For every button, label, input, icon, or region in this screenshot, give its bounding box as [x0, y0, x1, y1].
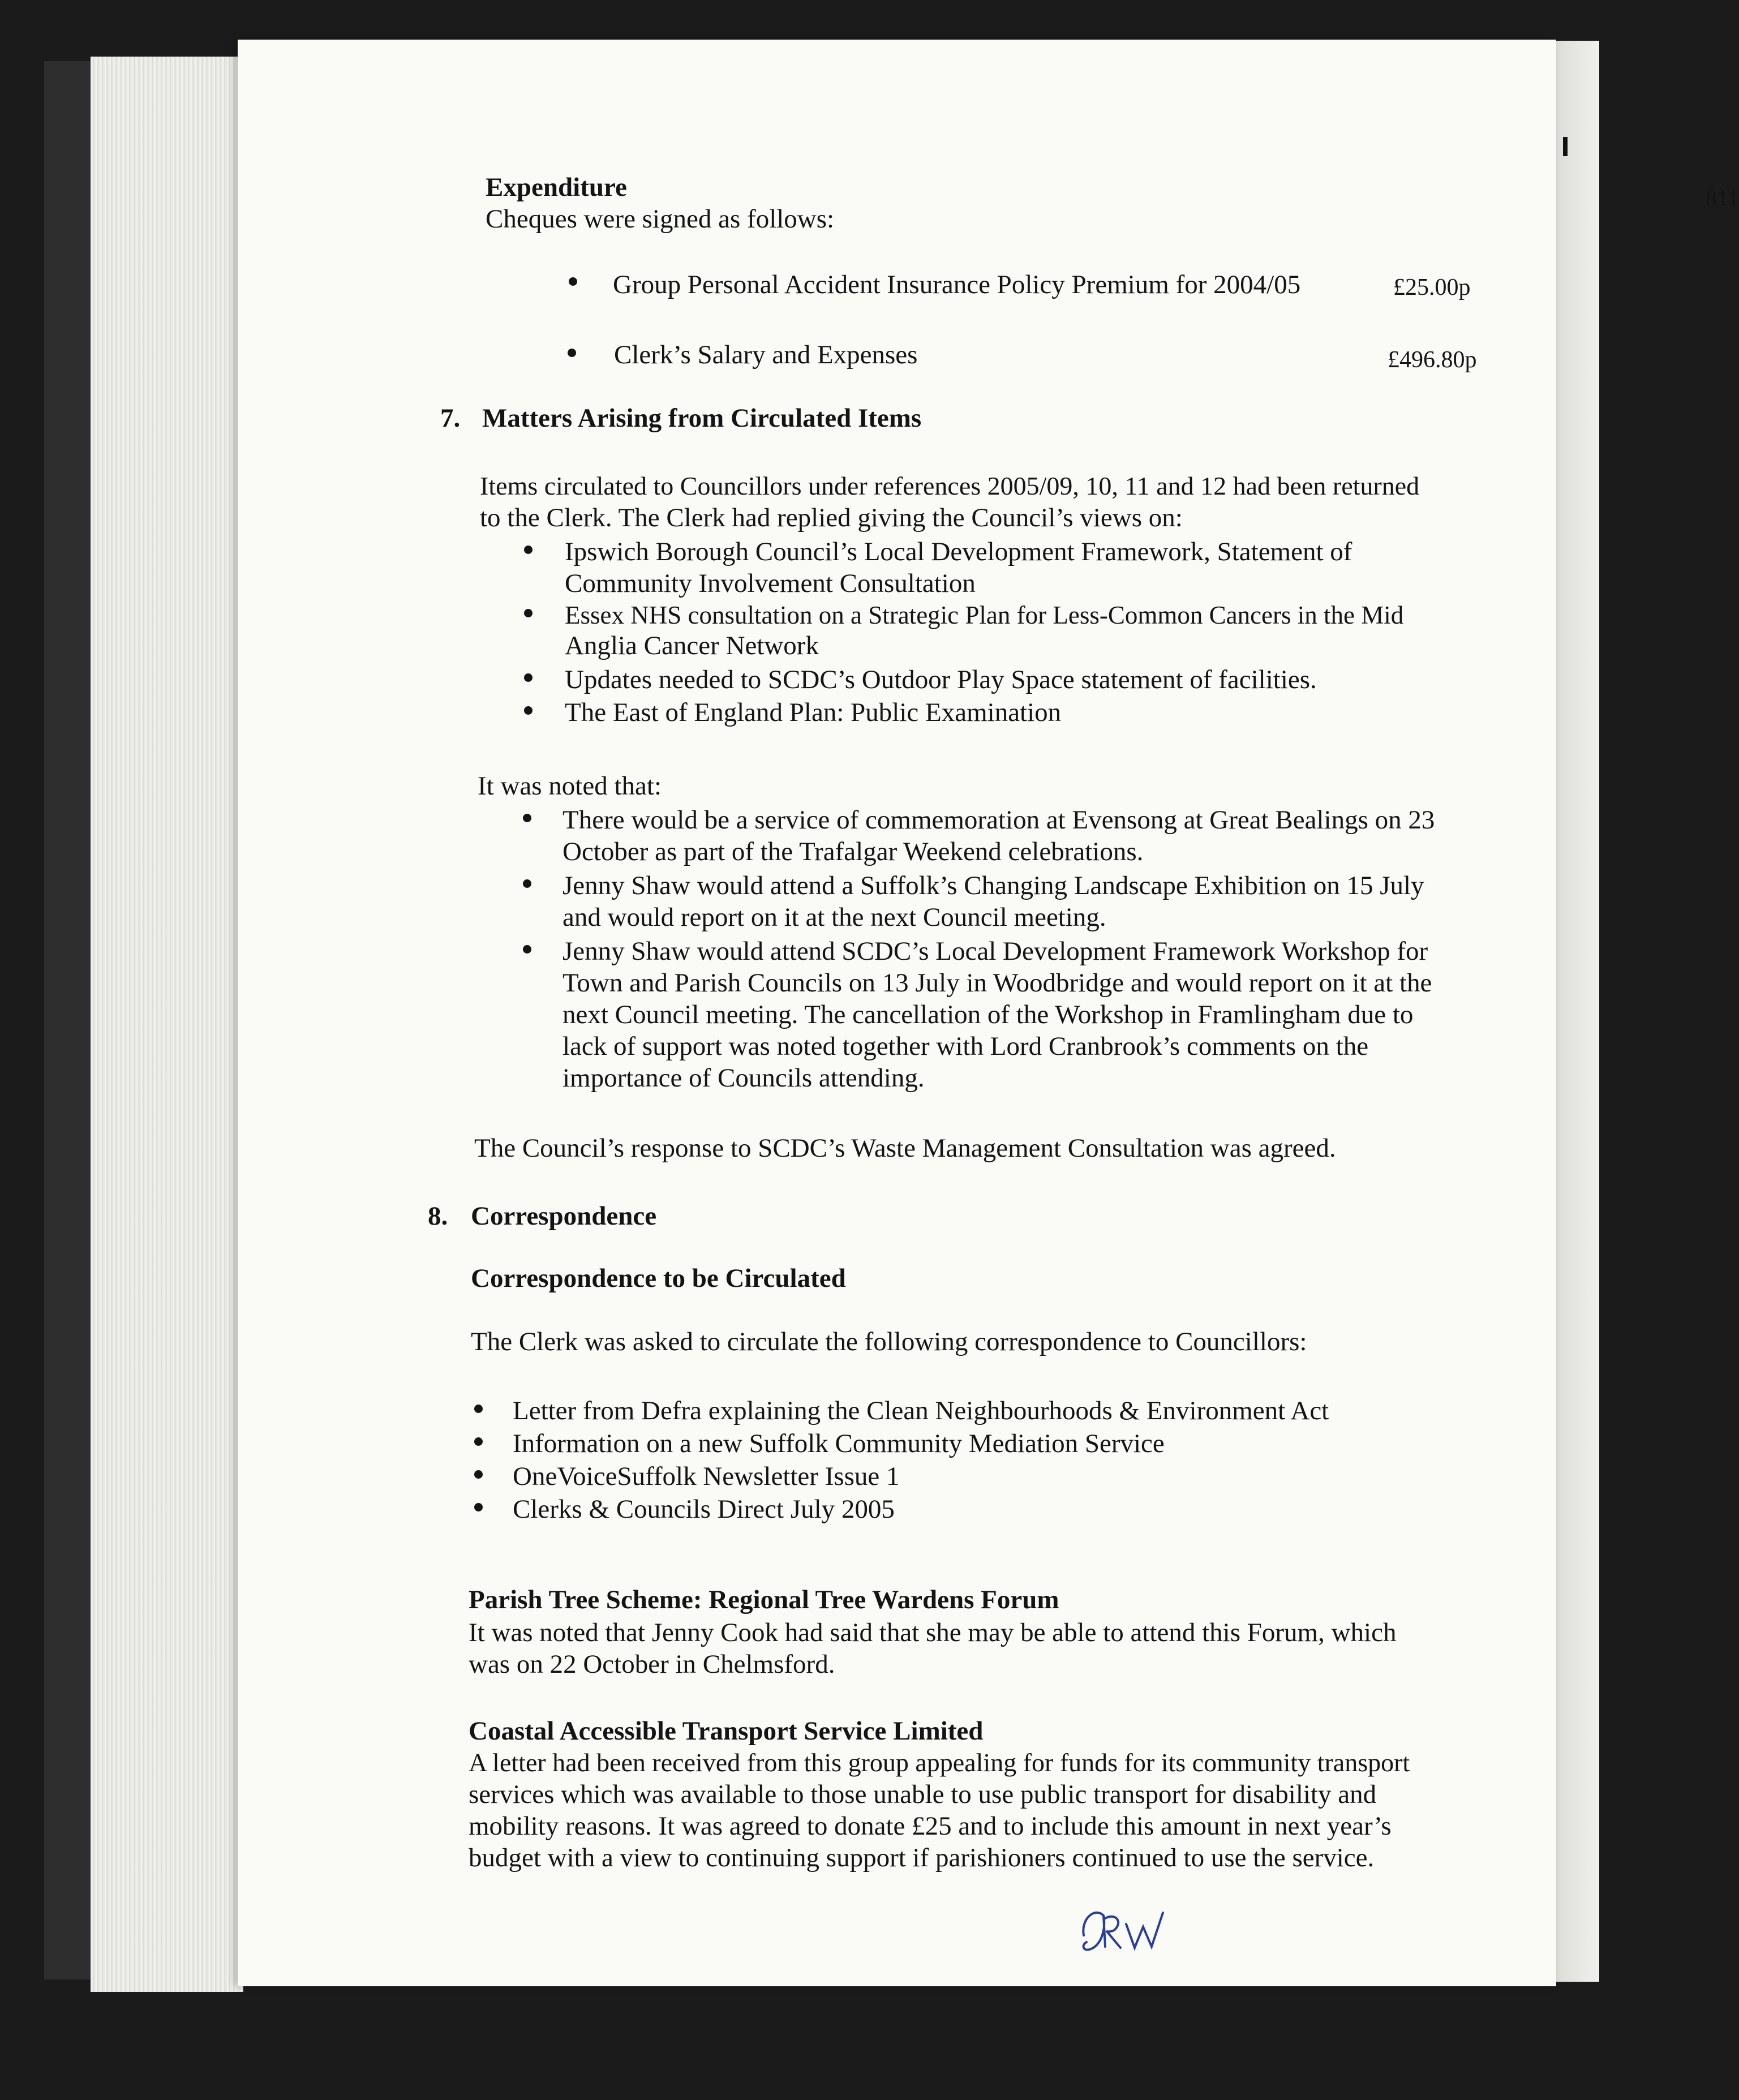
- circulated-item: Letter from Defra explaining the Clean Neighbourhoods & Environment Act: [513, 1396, 1329, 1425]
- view-item: Essex NHS consultation on a Strategic Plan for Less-Common Cancers in the Mid: [565, 601, 1404, 629]
- handwritten-initials: [1072, 1896, 1180, 1964]
- circulated-heading: Correspondence to be Circulated: [471, 1264, 846, 1293]
- expenditure-heading: Expenditure: [486, 173, 627, 202]
- circulated-item: Information on a new Suffolk Community Mediation Service: [513, 1429, 1165, 1458]
- section-7-heading: Matters Arising from Circulated Items: [482, 403, 922, 433]
- expenditure-item-label: Group Personal Accident Insurance Policy Premium for 2004/05: [613, 270, 1301, 299]
- noted-item: Jenny Shaw would attend a Suffolk’s Changing Landscape Exhibition on 15 July: [563, 871, 1424, 900]
- view-item: Anglia Cancer Network: [565, 631, 819, 660]
- bullet: [474, 1470, 483, 1479]
- noted-item: next Council meeting. The cancellation of the Workshop in Framlingham due to: [563, 1000, 1414, 1029]
- response-text: The Council’s response to SCDC’s Waste Management Consultation was agreed.: [474, 1133, 1336, 1163]
- expenditure-intro: Cheques were signed as follows:: [486, 204, 835, 234]
- book-binding: [44, 61, 92, 1979]
- bullet: [524, 546, 533, 554]
- transport-text: services which was available to those unable to use public transport for disability and: [469, 1780, 1377, 1809]
- bullet: [524, 609, 533, 617]
- noted-intro: It was noted that:: [478, 771, 662, 801]
- bullet: [524, 706, 533, 715]
- view-item: The East of England Plan: Public Examination: [565, 698, 1062, 727]
- page-edges: [91, 57, 243, 1992]
- section-7-number: 7.: [440, 403, 461, 433]
- expenditure-item-amount: £25.00p: [1393, 274, 1471, 300]
- transport-text: mobility reasons. It was agreed to donate £25 and to include this amount in next year’s: [469, 1811, 1392, 1841]
- page-number: 811: [1706, 185, 1739, 211]
- next-page-mark: [1563, 137, 1568, 156]
- transport-text: A letter had been received from this group appealing for funds for its community transport: [469, 1748, 1410, 1777]
- view-item: Community Involvement Consultation: [565, 569, 976, 598]
- noted-item: lack of support was noted together with Lord Cranbrook’s comments on the: [563, 1032, 1369, 1061]
- noted-item: Jenny Shaw would attend SCDC’s Local Development Framework Workshop for: [563, 937, 1428, 966]
- tree-scheme-heading: Parish Tree Scheme: Regional Tree Wardens Forum: [469, 1585, 1059, 1614]
- noted-item: and would report on it at the next Council meeting.: [563, 903, 1106, 932]
- section-8-heading: Correspondence: [471, 1201, 657, 1231]
- noted-item: There would be a service of commemoration at Evensong at Great Bealings on 23: [563, 805, 1435, 835]
- bullet: [474, 1503, 483, 1511]
- view-item: Ipswich Borough Council’s Local Development Framework, Statement of: [565, 537, 1352, 566]
- tree-scheme-text: was on 22 October in Chelmsford.: [469, 1650, 835, 1679]
- bullet: [523, 945, 531, 954]
- transport-text: budget with a view to continuing support if parishioners continued to use the service.: [469, 1843, 1375, 1873]
- bullet: [524, 673, 533, 682]
- bullet: [474, 1405, 483, 1413]
- section-8-number: 8.: [428, 1201, 448, 1231]
- section-7-intro: Items circulated to Councillors under references 2005/09, 10, 11 and 12 had been returned: [480, 471, 1420, 500]
- circulated-item: Clerks & Councils Direct July 2005: [513, 1495, 895, 1524]
- bullet: [569, 277, 577, 286]
- noted-item: importance of Councils attending.: [563, 1063, 925, 1093]
- tree-scheme-text: It was noted that Jenny Cook had said that she may be able to attend this Forum, which: [469, 1618, 1397, 1647]
- circulated-intro: The Clerk was asked to circulate the following correspondence to Councillors:: [471, 1327, 1307, 1356]
- expenditure-item-amount: £496.80p: [1388, 347, 1477, 373]
- bullet: [474, 1437, 483, 1446]
- document-page: [238, 40, 1739, 1986]
- noted-item: Town and Parish Councils on 13 July in Woodbridge and would report on it at the: [563, 968, 1432, 998]
- circulated-item: OneVoiceSuffolk Newsletter Issue 1: [513, 1462, 900, 1491]
- noted-item: October as part of the Trafalgar Weekend celebrations.: [563, 837, 1144, 866]
- expenditure-item-label: Clerk’s Salary and Expenses: [614, 340, 918, 370]
- next-page-edge: [1556, 41, 1599, 1982]
- bullet: [523, 814, 531, 822]
- section-7-intro: to the Clerk. The Clerk had replied giving the Council’s views on:: [480, 503, 1183, 532]
- bullet: [568, 349, 576, 357]
- transport-heading: Coastal Accessible Transport Service Limited: [469, 1716, 984, 1746]
- bullet: [523, 879, 531, 888]
- view-item: Updates needed to SCDC’s Outdoor Play Space statement of facilities.: [565, 665, 1317, 694]
